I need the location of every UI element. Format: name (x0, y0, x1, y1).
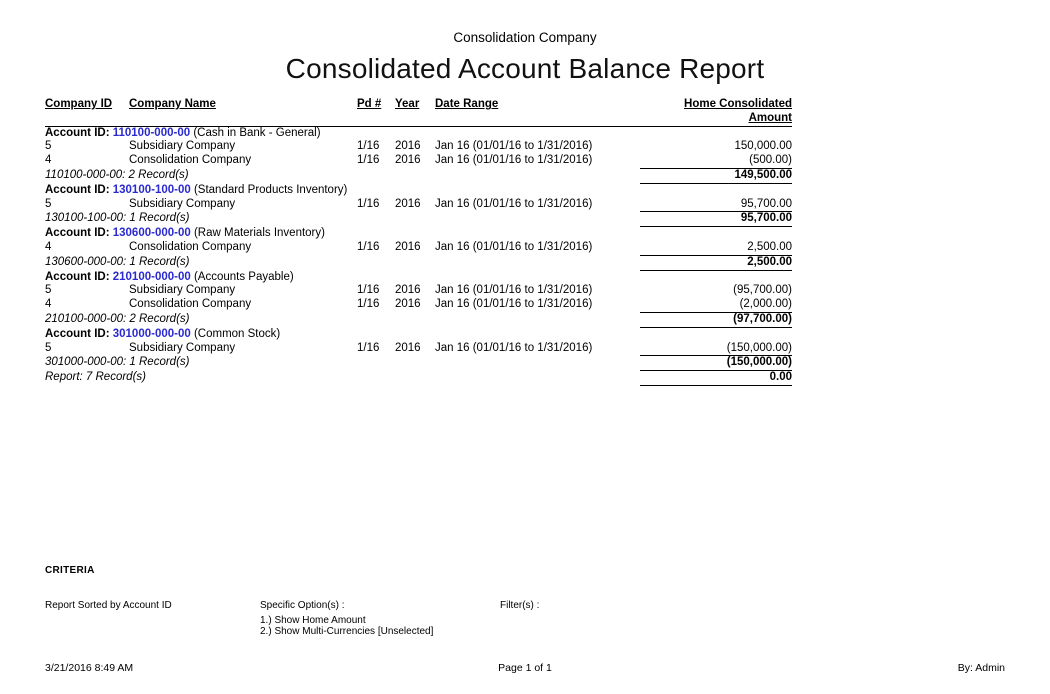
cell-pd: 1/16 (357, 298, 380, 311)
account-description: (Standard Products Inventory) (193, 183, 348, 196)
cell-pd: 1/16 (357, 154, 380, 167)
criteria-option-2: 2.) Show Multi-Currencies [Unselected] (260, 626, 434, 637)
table-row (45, 342, 792, 356)
cell-amount: 95,700.00 (740, 197, 792, 210)
cell-amount: (2,000.00) (739, 298, 792, 311)
table-header-row (45, 98, 792, 126)
report-table (45, 98, 792, 126)
cell-year: 2016 (395, 341, 421, 354)
subtotal-label: 130600-000-00: 1 Record(s) (45, 255, 190, 268)
table-row (45, 198, 792, 212)
account-id-label: Account ID: (45, 126, 110, 139)
cell-amount: 150,000.00 (734, 140, 792, 153)
cell-year: 2016 (395, 197, 421, 210)
criteria-filters-title: Filter(s) : (500, 600, 540, 611)
cell-year: 2016 (395, 298, 421, 311)
account-group-heading (45, 227, 792, 241)
cell-date-range: Jan 16 (01/01/16 to 1/31/2016) (435, 240, 593, 253)
account-id-value[interactable]: 130600-000-00 (112, 227, 191, 240)
column-header-pd: Pd # (357, 98, 382, 110)
report-company-name: Consolidation Company (453, 30, 597, 45)
cell-date-range: Jan 16 (01/01/16 to 1/31/2016) (435, 298, 593, 311)
subtotal-amount: 2,500.00 (747, 255, 792, 268)
criteria-option-1: 1.) Show Home Amount (260, 615, 366, 626)
column-header-date-range: Date Range (435, 98, 499, 110)
criteria-sort-order: Report Sorted by Account ID (45, 600, 172, 611)
report-title: Consolidated Account Balance Report (285, 53, 765, 84)
cell-company-id: 4 (45, 240, 52, 253)
subtotal-row (45, 212, 792, 226)
cell-year: 2016 (395, 140, 421, 153)
cell-company-name: Consolidation Company (129, 154, 252, 167)
cell-company-name: Consolidation Company (129, 298, 252, 311)
account-id-label: Account ID: (45, 270, 110, 283)
cell-pd: 1/16 (357, 284, 380, 297)
account-description: (Raw Materials Inventory) (193, 227, 325, 240)
subtotal-row (45, 313, 792, 327)
account-group-110100 (45, 127, 792, 184)
subtotal-amount: 149,500.00 (734, 168, 792, 181)
table-row (45, 140, 792, 154)
account-group-heading (45, 184, 792, 198)
subtotal-label: 210100-000-00: 2 Record(s) (45, 312, 190, 325)
table-row (45, 241, 792, 255)
criteria-title: CRITERIA (45, 565, 95, 576)
criteria-section (45, 565, 1005, 637)
cell-company-id: 5 (45, 284, 52, 297)
subtotal-label: 130100-100-00: 1 Record(s) (45, 212, 190, 225)
cell-date-range: Jan 16 (01/01/16 to 1/31/2016) (435, 197, 593, 210)
cell-date-range: Jan 16 (01/01/16 to 1/31/2016) (435, 140, 593, 153)
cell-company-name: Subsidiary Company (129, 284, 236, 297)
cell-pd: 1/16 (357, 197, 380, 210)
account-group-heading (45, 271, 792, 285)
footer-page-number: Page 1 of 1 (498, 662, 552, 674)
footer-timestamp: 3/21/2016 8:49 AM (45, 662, 134, 674)
cell-date-range: Jan 16 (01/01/16 to 1/31/2016) (435, 154, 593, 167)
cell-company-name: Consolidation Company (129, 240, 252, 253)
cell-company-id: 4 (45, 298, 52, 311)
account-id-label: Account ID: (45, 327, 110, 340)
account-id-value[interactable]: 210100-000-00 (112, 270, 191, 283)
subtotal-amount: (150,000.00) (726, 356, 792, 369)
cell-date-range: Jan 16 (01/01/16 to 1/31/2016) (435, 341, 593, 354)
report-total-amount: 0.00 (769, 371, 792, 384)
cell-amount: 2,500.00 (747, 240, 792, 253)
footer-user: By: Admin (957, 662, 1005, 674)
account-group-130600 (45, 227, 792, 270)
account-id-label: Account ID: (45, 183, 110, 196)
account-id-value[interactable]: 110100-000-00 (112, 126, 191, 139)
account-id-value[interactable]: 130100-100-00 (112, 183, 191, 196)
cell-amount: (95,700.00) (733, 284, 792, 297)
cell-date-range: Jan 16 (01/01/16 to 1/31/2016) (435, 284, 593, 297)
account-group-130100 (45, 184, 792, 227)
account-group-301000 (45, 328, 792, 386)
subtotal-row (45, 256, 792, 270)
report-total-row (45, 371, 792, 385)
cell-company-id: 5 (45, 341, 52, 354)
column-header-amount: Home Consolidated Amount (684, 98, 792, 124)
account-id-label: Account ID: (45, 227, 110, 240)
column-header-company-id: Company ID (45, 98, 113, 110)
cell-company-id: 5 (45, 140, 52, 153)
cell-year: 2016 (395, 154, 421, 167)
subtotal-label: 301000-000-00: 1 Record(s) (45, 356, 190, 369)
criteria-specific-options (260, 600, 433, 637)
criteria-specific-title: Specific Option(s) : (260, 600, 345, 611)
cell-company-name: Subsidiary Company (129, 197, 236, 210)
table-row (45, 154, 792, 168)
cell-pd: 1/16 (357, 341, 380, 354)
cell-year: 2016 (395, 284, 421, 297)
cell-amount: (500.00) (749, 154, 792, 167)
column-header-company-name: Company Name (129, 98, 216, 110)
account-group-heading (45, 127, 792, 141)
account-group-210100 (45, 271, 792, 328)
cell-company-id: 5 (45, 197, 52, 210)
table-row (45, 284, 792, 298)
report-total-rule-row (45, 385, 792, 386)
cell-year: 2016 (395, 240, 421, 253)
report-total-label: Report: 7 Record(s) (45, 371, 146, 384)
account-description: (Accounts Payable) (193, 270, 294, 283)
report-body (45, 98, 1005, 386)
subtotal-amount: 95,700.00 (740, 212, 792, 225)
account-description: (Cash in Bank - General) (193, 126, 321, 139)
account-id-value[interactable]: 301000-000-00 (112, 327, 191, 340)
cell-company-name: Subsidiary Company (129, 140, 236, 153)
cell-pd: 1/16 (357, 140, 380, 153)
subtotal-label: 110100-000-00: 2 Record(s) (45, 168, 189, 181)
cell-pd: 1/16 (357, 240, 380, 253)
cell-company-id: 4 (45, 154, 52, 167)
account-description: (Common Stock) (193, 327, 281, 340)
column-header-year: Year (395, 98, 420, 110)
subtotal-row (45, 169, 792, 183)
subtotal-row (45, 356, 792, 370)
table-row (45, 298, 792, 312)
cell-amount: (150,000.00) (726, 341, 792, 354)
cell-company-name: Subsidiary Company (129, 341, 236, 354)
subtotal-amount: (97,700.00) (733, 312, 792, 325)
account-group-heading (45, 328, 792, 342)
